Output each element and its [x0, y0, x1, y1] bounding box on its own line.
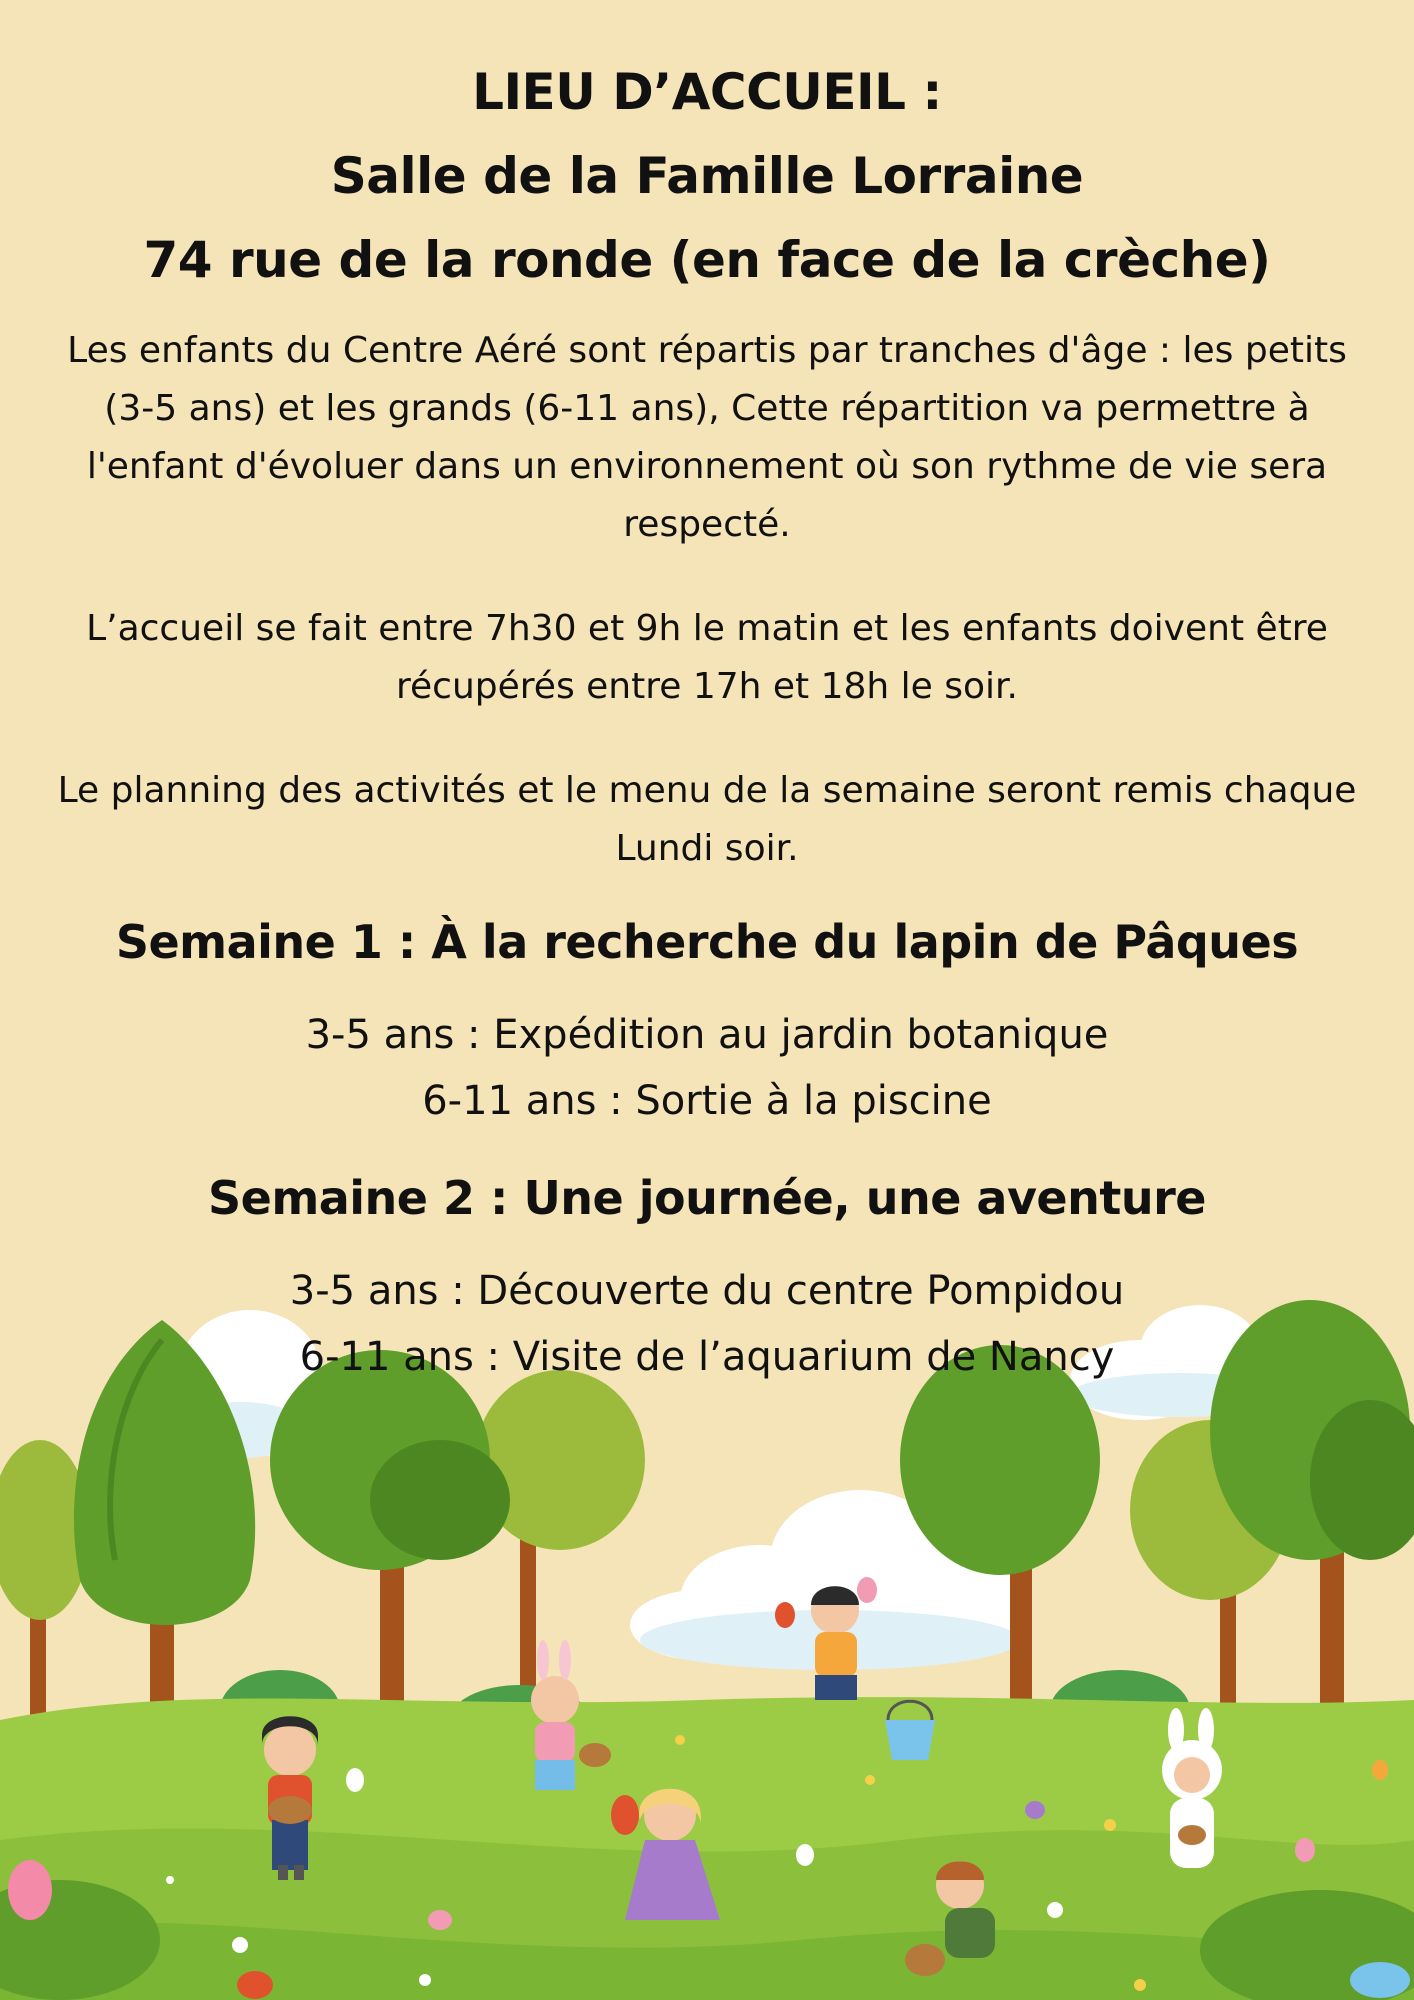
week-1-activity-big: 6-11 ans : Sortie à la piscine	[422, 1078, 992, 1124]
week-1-activities	[40, 1002, 1374, 1134]
venue-label: LIEU D’ACCUEIL :	[472, 63, 942, 121]
age-groups-paragraph: Les enfants du Centre Aéré sont répartis par tranches d'âge : les petits (3-5 ans) et les grands (6-11 ans), Cette répartition va permettre à l'enfant d'évoluer dans un environnement où son rythme de vie sera respecté.	[67, 330, 1347, 545]
week-1-title: Semaine 1 : À la recherche du lapin de Pâques	[115, 915, 1299, 969]
venue-address: 74 rue de la ronde (en face de la crèche)	[143, 231, 1271, 289]
week-1-activity-small: 3-5 ans : Expédition au jardin botanique	[305, 1012, 1109, 1058]
planning-paragraph: Le planning des activités et le menu de la semaine seront remis chaque Lundi soir.	[57, 770, 1357, 869]
venue-name: Salle de la Famille Lorraine	[330, 147, 1084, 205]
week-2-activity-small: 3-5 ans : Découverte du centre Pompidou	[289, 1268, 1125, 1314]
poster-text	[40, 50, 1374, 1390]
week-2-title: Semaine 2 : Une journée, une aventure	[207, 1171, 1206, 1225]
week-2-activities	[40, 1258, 1374, 1390]
hours-paragraph: L’accueil se fait entre 7h30 et 9h le matin et les enfants doivent être récupérés entre 17h et 18h le soir.	[86, 608, 1328, 707]
week-2-activity-big: 6-11 ans : Visite de l’aquarium de Nancy	[299, 1334, 1115, 1380]
